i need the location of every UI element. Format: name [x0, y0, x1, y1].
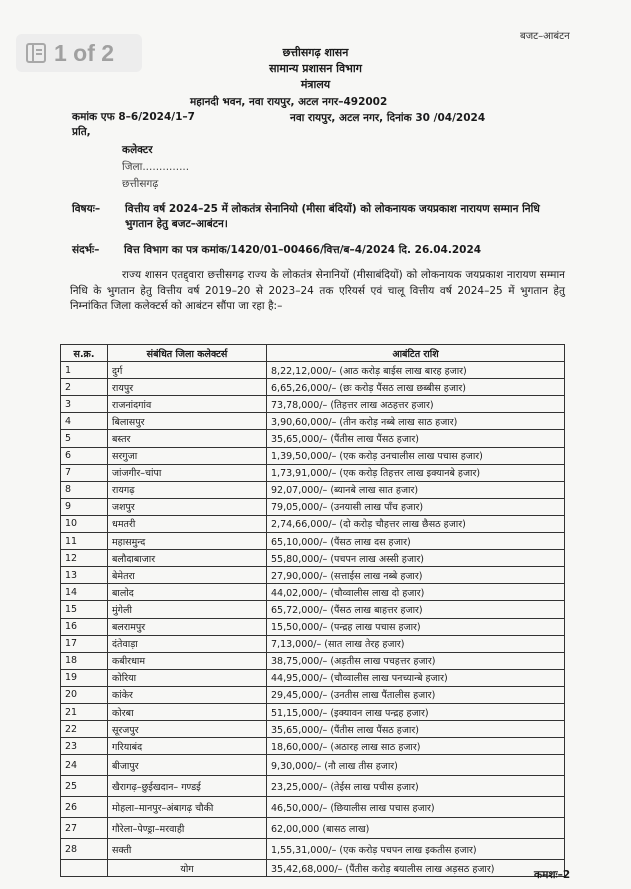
table-row — [61, 635, 565, 652]
row-amount: 3,90,60,000/– (तीन करोड़ नब्बे लाख साठ हजार) — [267, 413, 565, 430]
row-sn: 12 — [61, 550, 108, 567]
row-sn: 2 — [61, 379, 108, 396]
header-amount: आबंटित राशि — [267, 345, 565, 362]
table-row — [61, 669, 565, 686]
row-amount: 51,15,000/– (इक्यावन लाख पन्द्रह हजार) — [267, 703, 565, 720]
page-indicator-text: 1 of 2 — [54, 39, 115, 66]
table-row — [61, 839, 565, 860]
header-address: महानदी भवन, नवा रायपुर, अटल नगर–492002 — [190, 96, 388, 108]
row-amount: 65,10,000/– (पैंसठ लाख दस हजार) — [267, 533, 565, 550]
row-district: बलरामपुर — [108, 618, 267, 635]
row-sn: 7 — [61, 464, 108, 481]
row-amount: 7,13,000/– (सात लाख तेरह हजार) — [267, 635, 565, 652]
body-paragraph: राज्य शासन एतद्द्वारा छत्तीसगढ़ राज्य के लोकतंत्र सेनानियों (मीसाबंदियों) को लोकनायक जयप्रकाश नारायण सम्मान निधि के भुगतान हेतु वित्तीय वर्ष 2019–20 से 2023–24 तक एरियर्स एवं चालू वित्तीय वर्ष 2024–25 में भुगतान हेतु निम्नांकित जिला कलेक्टर्स को आबंटन सौंपा जा रहा है:– — [70, 269, 565, 312]
row-amount: 73,78,000/– (तिहत्तर लाख अठहत्तर हजार) — [267, 396, 565, 413]
row-district: बेमेतरा — [108, 567, 267, 584]
row-sn: 23 — [61, 738, 108, 755]
row-sn: 17 — [61, 635, 108, 652]
row-sn: 6 — [61, 447, 108, 464]
subject-text: वित्तीय वर्ष 2024–25 में लोकतंत्र सेनानियो (मीसा बंदियों) को लोकनायक जयप्रकाश नारायण सम्मान निधि भुगतान हेतु बजट–आबंटन। — [125, 203, 540, 230]
row-sn: 11 — [61, 533, 108, 550]
row-sn: 1 — [61, 362, 108, 379]
table-row — [61, 818, 565, 839]
row-sn: 13 — [61, 567, 108, 584]
date-line: नवा रायपुर, अटल नगर, दिनांक 30 /04/2024 — [290, 112, 486, 124]
table-row — [61, 652, 565, 669]
table-row — [61, 533, 565, 550]
table-row — [61, 738, 565, 755]
reference-text: वित्त विभाग का पत्र कमांक/1420/01–00466/वित्त/ब–4/2024 दि. 26.04.2024 — [124, 244, 482, 256]
row-district: जशपुर — [108, 498, 267, 515]
row-amount: 44,95,000/– (चौव्वालीस लाख पनच्यान्बे हजार) — [267, 669, 565, 686]
table-row — [61, 721, 565, 738]
row-district: सरगुजा — [108, 447, 267, 464]
row-district: रायपुर — [108, 379, 267, 396]
total-label: योग — [108, 860, 267, 877]
row-amount: 2,74,66,000/– (दो करोड़ चौहत्तर लाख छैसठ हजार) — [267, 515, 565, 532]
row-sn: 22 — [61, 721, 108, 738]
row-district: कोरबा — [108, 703, 267, 720]
row-district: कोरिया — [108, 669, 267, 686]
row-amount: 55,80,000/– (पचपन लाख अस्सी हजार) — [267, 550, 565, 567]
row-district: सूरजपुर — [108, 721, 267, 738]
row-district: गौरेला–पेण्ड्रा–मरवाही — [108, 818, 267, 839]
row-amount: 18,60,000/– (अठारह लाख साठ हजार) — [267, 738, 565, 755]
total-sn-cell — [61, 860, 108, 877]
row-amount: 44,02,000/– (चौव्वालीस लाख दो हजार) — [267, 584, 565, 601]
row-amount: 62,00,000 (बासठ लाख) — [267, 818, 565, 839]
row-sn: 18 — [61, 652, 108, 669]
row-amount: 23,25,000/– (तेईस लाख पचीस हजार) — [267, 776, 565, 797]
row-sn: 25 — [61, 776, 108, 797]
corner-text: बजट–आबंटन — [520, 31, 570, 42]
subject-label: विषयः– — [72, 203, 101, 215]
row-district: धमतरी — [108, 515, 267, 532]
table-row — [61, 379, 565, 396]
table-row — [61, 686, 565, 703]
table-row — [61, 601, 565, 618]
row-sn: 8 — [61, 481, 108, 498]
row-district: बालोद — [108, 584, 267, 601]
row-amount: 29,45,000/– (उनतीस लाख पैंतालीस हजार) — [267, 686, 565, 703]
row-amount: 27,90,000/– (सत्ताईस लाख नब्बे हजार) — [267, 567, 565, 584]
row-sn: 21 — [61, 703, 108, 720]
row-sn: 14 — [61, 584, 108, 601]
table-row — [61, 396, 565, 413]
table-body — [61, 362, 565, 860]
addressee-district: जिला.............. — [122, 161, 190, 173]
table-row — [61, 776, 565, 797]
table-row — [61, 498, 565, 515]
total-row — [61, 860, 565, 877]
row-amount: 1,73,91,000/– (एक करोड़ तिहत्तर लाख इक्यानबे हजार) — [267, 464, 565, 481]
row-amount: 8,22,12,000/– (आठ करोड़ बाईस लाख बारह हजार) — [267, 362, 565, 379]
row-amount: 92,07,000/– (ब्यानबे लाख सात हजार) — [267, 481, 565, 498]
row-sn: 20 — [61, 686, 108, 703]
row-district: गरियाबंद — [108, 738, 267, 755]
addressee-state: छत्तीसगढ़ — [122, 178, 159, 190]
row-sn: 28 — [61, 839, 108, 860]
row-amount: 38,75,000/– (अड़तीस लाख पचहत्तर हजार) — [267, 652, 565, 669]
header-district: संबंधित जिला कलेक्टर्स — [108, 345, 267, 362]
table-header-row — [61, 345, 565, 362]
row-district: राजनांदगांव — [108, 396, 267, 413]
row-district: जांजगीर–चांपा — [108, 464, 267, 481]
table-row — [61, 567, 565, 584]
table-row — [61, 362, 565, 379]
row-sn: 3 — [61, 396, 108, 413]
allocation-table — [60, 344, 565, 877]
ref-number: कमांक एफ 8–6/2024/1–7 — [72, 111, 195, 123]
row-amount: 65,72,000/– (पैंसठ लाख बाहत्तर हजार) — [267, 601, 565, 618]
table-row — [61, 550, 565, 567]
table-row — [61, 584, 565, 601]
row-district: सक्ती — [108, 839, 267, 860]
row-sn: 5 — [61, 430, 108, 447]
row-amount: 35,65,000/– (पैंतीस लाख पैंसठ हजार) — [267, 430, 565, 447]
table-row — [61, 481, 565, 498]
header-dept: सामान्य प्रशासन विभाग — [269, 62, 362, 75]
row-sn: 16 — [61, 618, 108, 635]
row-amount: 79,05,000/– (उनयासी लाख पाँच हजार) — [267, 498, 565, 515]
table-row — [61, 515, 565, 532]
total-amount: 35,42,68,000/– (पैंतीस करोड़ बयालीस लाख अड़सठ हजार) — [267, 860, 565, 877]
row-district: बस्तर — [108, 430, 267, 447]
row-district: महासमुन्द — [108, 533, 267, 550]
header-sn: स.क्र. — [61, 345, 108, 362]
row-sn: 15 — [61, 601, 108, 618]
table-row — [61, 447, 565, 464]
header-govt: छत्तीसगढ़ शासन — [282, 46, 349, 59]
row-amount: 1,39,50,000/– (एक करोड़ उनचालीस लाख पचास हजार) — [267, 447, 565, 464]
table-row — [61, 464, 565, 481]
row-sn: 10 — [61, 515, 108, 532]
row-district: दंतेवाड़ा — [108, 635, 267, 652]
continued-marker: कमशः–2 — [534, 869, 571, 881]
row-district: कांकेर — [108, 686, 267, 703]
row-amount: 6,65,26,000/– (छः करोड़ पैंसठ लाख छब्बीस हजार) — [267, 379, 565, 396]
table-row — [61, 618, 565, 635]
row-district: बलौदाबाजार — [108, 550, 267, 567]
row-sn: 19 — [61, 669, 108, 686]
addressee-title: कलेक्टर — [122, 144, 153, 156]
table-row — [61, 430, 565, 447]
row-sn: 9 — [61, 498, 108, 515]
row-sn: 24 — [61, 755, 108, 776]
row-district: मोहला–मानपुर–अंबागढ़ चौकी — [108, 797, 267, 818]
table-row — [61, 797, 565, 818]
table-row — [61, 413, 565, 430]
row-sn: 26 — [61, 797, 108, 818]
table-row — [61, 755, 565, 776]
prati: प्रति, — [72, 126, 91, 138]
row-amount: 9,30,000/– (नौ लाख तीस हजार) — [267, 755, 565, 776]
row-sn: 27 — [61, 818, 108, 839]
row-amount: 35,65,000/– (पैंतीस लाख पैंसठ हजार) — [267, 721, 565, 738]
row-district: बिलासपुर — [108, 413, 267, 430]
table-row — [61, 703, 565, 720]
row-district: मुंगेली — [108, 601, 267, 618]
row-district: कबीरधाम — [108, 652, 267, 669]
row-district: रायगढ़ — [108, 481, 267, 498]
row-district: दुर्ग — [108, 362, 267, 379]
header-office: मंत्रालय — [300, 78, 331, 91]
row-sn: 4 — [61, 413, 108, 430]
row-district: खैरागढ़–छुईखदान– गण्डई — [108, 776, 267, 797]
row-district: बीजापुर — [108, 755, 267, 776]
row-amount: 1,55,31,000/– (एक करोड़ पचपन लाख इकतीस हजार) — [267, 839, 565, 860]
row-amount: 15,50,000/– (पन्द्रह लाख पचास हजार) — [267, 618, 565, 635]
reference-label: संदर्भः– — [72, 244, 100, 256]
row-amount: 46,50,000/– (छियालीस लाख पचास हजार) — [267, 797, 565, 818]
